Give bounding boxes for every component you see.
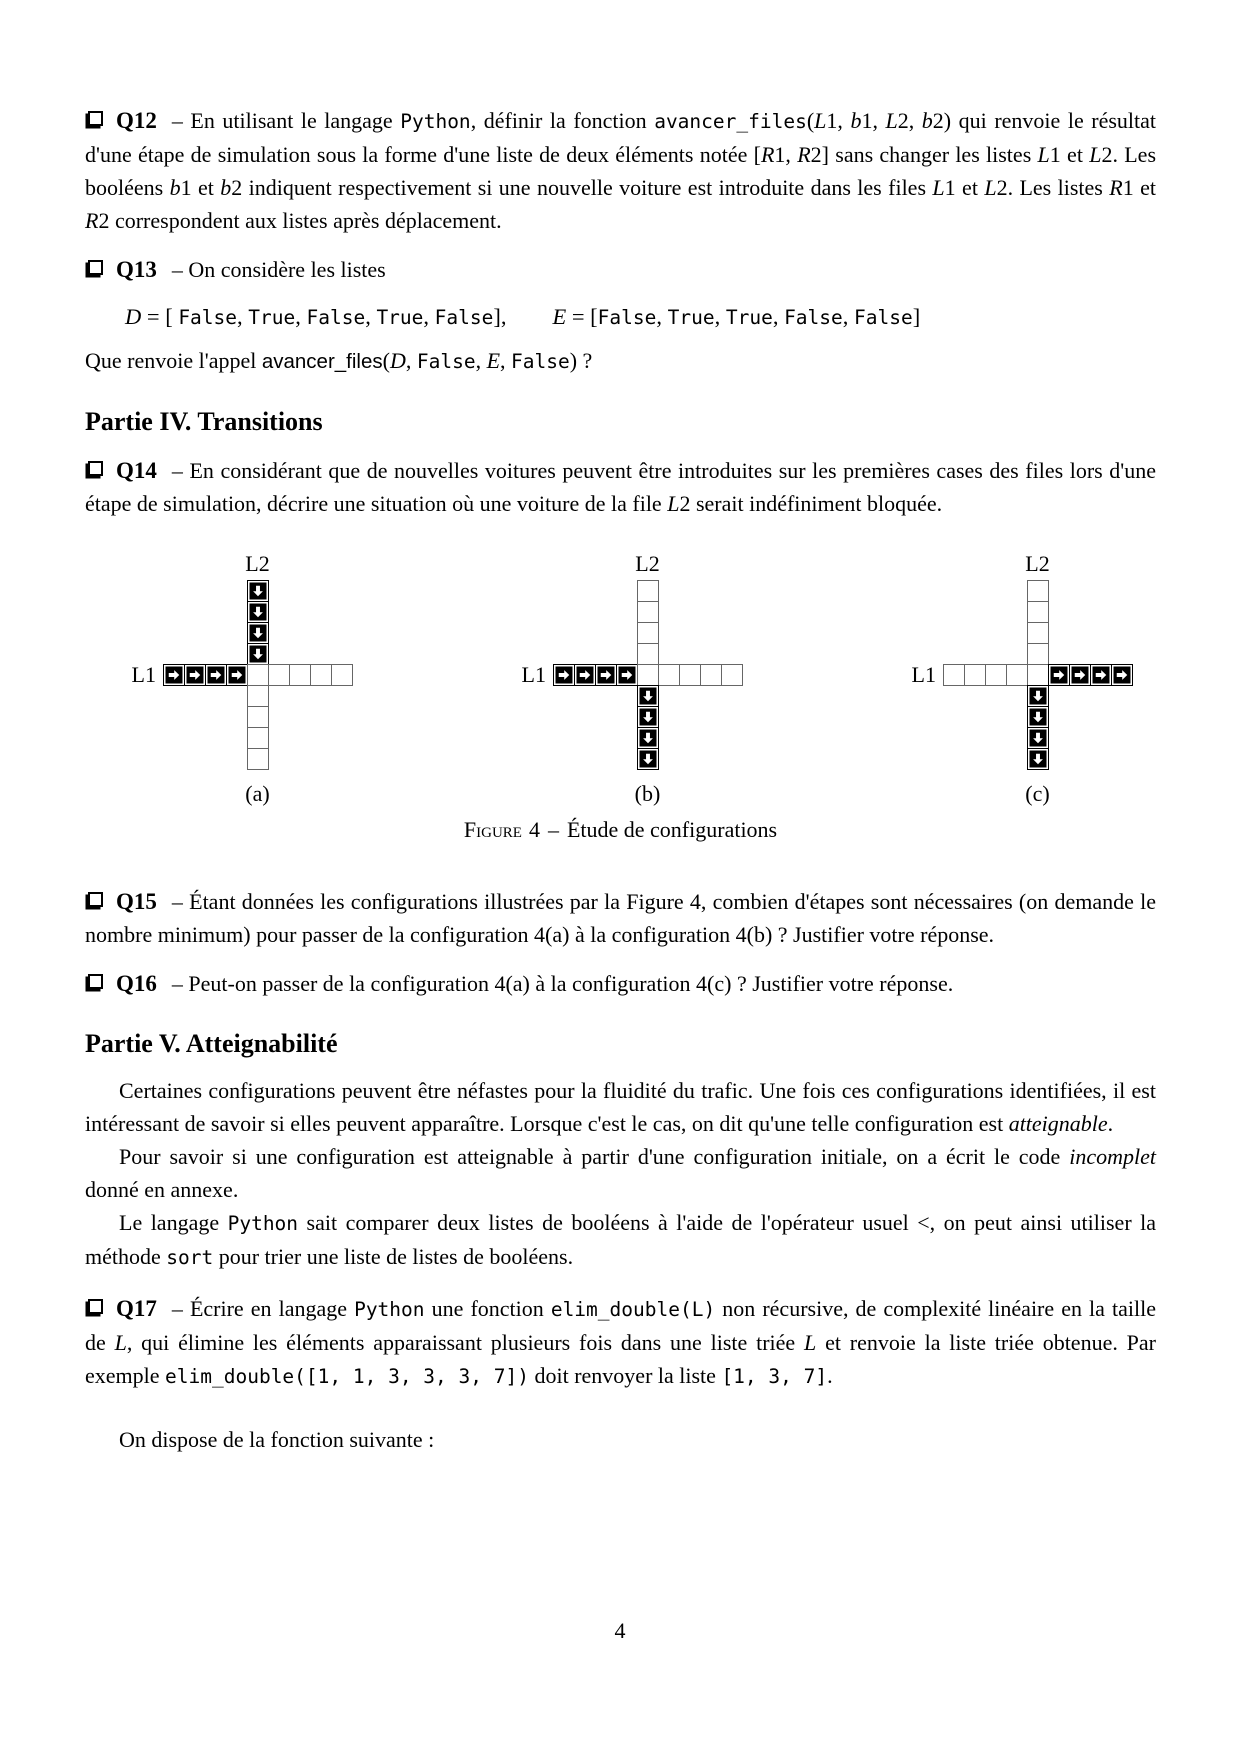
l1-queue-label: L1 xyxy=(911,661,936,687)
question-q15-text: – Étant données les configurations illustrées par la Figure 4, combien d'étapes sont nécessaires (on demande le nombre minimum) pour passer de la configuration 4(a) à la configuration 4(b) ? Justifier votre réponse. xyxy=(85,889,1156,947)
road-cell xyxy=(247,706,269,728)
figure-caption-number: 4 xyxy=(528,817,540,842)
road-cell xyxy=(637,664,659,686)
road-cell xyxy=(637,643,659,665)
road-cell xyxy=(1027,664,1049,686)
car-cell xyxy=(247,601,269,623)
road-cell xyxy=(721,664,743,686)
car-cell xyxy=(226,664,248,686)
question-q15 xyxy=(85,885,1156,951)
right-arrow-icon xyxy=(1052,668,1066,682)
road-cell xyxy=(247,685,269,707)
figure-caption-text: Étude de configurations xyxy=(566,817,778,842)
figure-caption-label: Figure xyxy=(463,817,522,842)
car-cell xyxy=(1027,685,1049,707)
road-cell xyxy=(1027,622,1049,644)
car-cell xyxy=(637,706,659,728)
l2-queue-label: L2 xyxy=(635,551,660,576)
figure-4 xyxy=(85,548,1156,843)
figure-diagram-c xyxy=(901,548,1132,807)
checkbox-square-icon xyxy=(88,892,103,907)
l1-queue-label: L1 xyxy=(131,661,156,687)
car-cell xyxy=(595,664,617,686)
down-arrow-icon xyxy=(641,752,655,766)
figure-4-diagrams xyxy=(85,548,1156,807)
figure-caption xyxy=(85,817,1156,843)
paragraph-code-incomplet: Pour savoir si une configuration est atteignable à partir d'une configuration initiale, on a écrit le code incomplet donné en annexe. xyxy=(85,1144,1156,1202)
down-arrow-icon xyxy=(251,626,265,640)
road-cell xyxy=(700,664,722,686)
car-cell xyxy=(1048,664,1070,686)
car-cell xyxy=(247,580,269,602)
car-cell xyxy=(1027,706,1049,728)
question-q14 xyxy=(85,454,1156,520)
car-cell xyxy=(205,664,227,686)
car-cell xyxy=(1111,664,1133,686)
figure-diagram-b xyxy=(511,548,742,807)
down-arrow-icon xyxy=(1031,752,1045,766)
question-q15-number: Q15 xyxy=(116,889,157,914)
math-display-lists: D = [ False, True, False, True, False], E = [False, True, True, False, False] xyxy=(125,304,921,329)
down-arrow-icon xyxy=(641,710,655,724)
question-q17-text: – Écrire en langage Python une fonction elim_double(L) non récursive, de complexité linéaire en la taille de L, qui élimine les éléments apparaissant plusieurs fois dans une liste triée L et renvoie la liste triée obtenue. Par exemple elim_double([1, 1, 3, 3, 3, 7]) doit renvoyer la liste [1, 3, 7]. xyxy=(85,1296,1156,1388)
car-cell xyxy=(616,664,638,686)
diagram-sublabel: (a) xyxy=(245,781,270,806)
question-q12-number: Q12 xyxy=(116,108,157,133)
car-cell xyxy=(1069,664,1091,686)
car-cell xyxy=(184,664,206,686)
question-q13-text: – On considère les listes xyxy=(171,257,386,282)
l2-queue-label: L2 xyxy=(1025,551,1050,576)
question-q14-number: Q14 xyxy=(116,458,157,483)
diagram-sublabel: (b) xyxy=(634,781,661,806)
paragraph-closing: On dispose de la fonction suivante : xyxy=(119,1427,435,1452)
road-cell xyxy=(1006,664,1028,686)
right-arrow-icon xyxy=(209,668,223,682)
road-cell xyxy=(289,664,311,686)
diagram-sublabel: (c) xyxy=(1025,781,1050,806)
checkbox-square-icon xyxy=(88,1299,103,1314)
road-cell xyxy=(658,664,680,686)
l1-queue-label: L1 xyxy=(521,661,546,687)
right-arrow-icon xyxy=(230,668,244,682)
right-arrow-icon xyxy=(167,668,181,682)
down-arrow-icon xyxy=(1031,710,1045,724)
road-cell xyxy=(637,622,659,644)
checkbox-square-icon xyxy=(88,260,103,275)
right-arrow-icon xyxy=(1115,668,1129,682)
question-q13-followup: Que renvoie l'appel avancer_files(D, False, E, False) ? xyxy=(85,348,593,373)
paragraph-python-sort: Le langage Python sait comparer deux listes de booléens à l'aide de l'opérateur usuel <, on peut ainsi utiliser la méthode sort pour trier une liste de listes de booléens. xyxy=(85,1210,1157,1269)
right-arrow-icon xyxy=(188,668,202,682)
road-cell xyxy=(1027,580,1049,602)
question-q16 xyxy=(85,967,1156,1000)
right-arrow-icon xyxy=(1094,668,1108,682)
right-arrow-icon xyxy=(1073,668,1087,682)
road-cell xyxy=(247,664,269,686)
checkbox-square-icon xyxy=(88,111,103,126)
road-cell xyxy=(1027,601,1049,623)
road-cell xyxy=(247,748,269,770)
question-q17 xyxy=(85,1292,1156,1393)
car-cell xyxy=(637,748,659,770)
right-arrow-icon xyxy=(599,668,613,682)
down-arrow-icon xyxy=(641,689,655,703)
road-cell xyxy=(1027,643,1049,665)
down-arrow-icon xyxy=(251,605,265,619)
car-cell xyxy=(553,664,575,686)
car-cell xyxy=(1027,748,1049,770)
down-arrow-icon xyxy=(641,731,655,745)
road-cell xyxy=(247,727,269,749)
road-cell xyxy=(964,664,986,686)
down-arrow-icon xyxy=(1031,731,1045,745)
road-cell xyxy=(637,601,659,623)
down-arrow-icon xyxy=(251,584,265,598)
car-cell xyxy=(574,664,596,686)
down-arrow-icon xyxy=(1031,689,1045,703)
car-cell xyxy=(637,685,659,707)
car-cell xyxy=(163,664,185,686)
question-q12 xyxy=(85,104,1156,237)
paragraph-atteignable: Certaines configurations peuvent être néfastes pour la fluidité du trafic. Une fois ces configurations identifiées, il est intéressant de savoir si elles peuvent apparaître. Lorsque c'est le cas, on dit qu'une telle configuration est atteignable. xyxy=(85,1078,1156,1136)
figure-caption-dash: – xyxy=(547,817,559,842)
checkbox-square-icon xyxy=(88,461,103,476)
right-arrow-icon xyxy=(620,668,634,682)
road-cell xyxy=(310,664,332,686)
road-cell xyxy=(331,664,353,686)
l2-queue-label: L2 xyxy=(245,551,270,576)
road-cell xyxy=(268,664,290,686)
checkbox-square-icon xyxy=(88,974,103,989)
car-cell xyxy=(247,643,269,665)
question-q12-text: – En utilisant le langage Python, définir la fonction avancer_files(L1, b1, L2, b2) qui renvoie le résultat d'une étape de simulation sous la forme d'une liste de deux éléments notée [R1, R2] sans changer les listes L1 et L2. Les booléens b1 et b2 indiquent respectivement si une nouvelle voiture est introduite dans les files L1 et L2. Les listes R1 et R2 correspondent aux listes après déplacement. xyxy=(85,108,1157,233)
page-number: 4 xyxy=(614,1618,626,1643)
question-q13-number: Q13 xyxy=(116,257,157,282)
car-cell xyxy=(1027,727,1049,749)
right-arrow-icon xyxy=(557,668,571,682)
question-q14-text: – En considérant que de nouvelles voitures peuvent être introduites sur les premières cases des files lors d'une étape de simulation, décrire une situation où une voiture de la file L2 serait indéfiniment bloquée. xyxy=(85,458,1156,516)
road-cell xyxy=(637,580,659,602)
car-cell xyxy=(247,622,269,644)
figure-diagram-a xyxy=(121,548,352,807)
down-arrow-icon xyxy=(251,647,265,661)
section-heading-part4: Partie IV. Transitions xyxy=(85,407,323,436)
car-cell xyxy=(1090,664,1112,686)
question-q16-number: Q16 xyxy=(116,971,157,996)
right-arrow-icon xyxy=(578,668,592,682)
car-cell xyxy=(637,727,659,749)
question-q13 xyxy=(85,253,1156,286)
question-q17-number: Q17 xyxy=(116,1296,157,1321)
road-cell xyxy=(943,664,965,686)
road-cell xyxy=(985,664,1007,686)
road-cell xyxy=(679,664,701,686)
section-heading-part5: Partie V. Atteignabilité xyxy=(85,1029,338,1058)
question-q16-text: – Peut-on passer de la configuration 4(a) à la configuration 4(c) ? Justifier votre réponse. xyxy=(171,971,954,996)
